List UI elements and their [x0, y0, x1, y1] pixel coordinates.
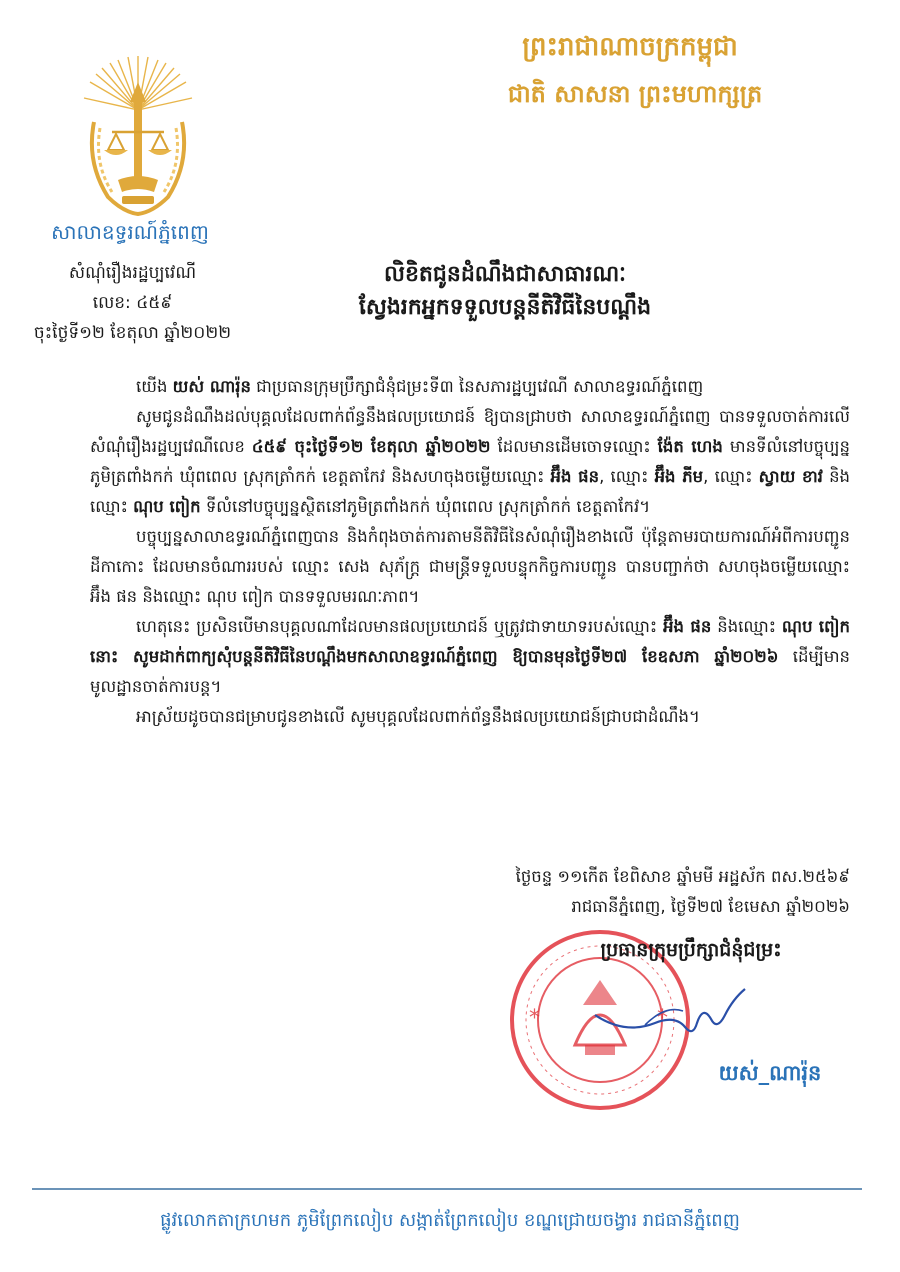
- title-line-2: ស្វែងរកអ្នកទទួលបន្តនីតិវិធីនៃបណ្តឹង: [358, 295, 652, 320]
- text: និងឈ្មោះ: [711, 617, 782, 636]
- court-name: សាលាឧទ្ធរណ៍ភ្នំពេញ: [51, 220, 209, 244]
- document-title: [330, 258, 680, 324]
- text: ជាប្រធានក្រុមប្រឹក្សាជំនុំជម្រះទី៣ នៃសភារដ្ឋប្បវេណី សាលាឧទ្ធរណ៍ភ្នំពេញ: [250, 377, 704, 396]
- svg-text:*: *: [657, 1006, 668, 1031]
- paragraph-5: អាស្រ័យដូចបានជម្រាបជូនខាងលើ សូមបុគ្គលដែលពាក់ព័ន្ធនឹងផលប្រយោជន៍ជ្រាបជាដំណឹង។: [136, 707, 700, 726]
- solar-date: រាជធានីភ្នំពេញ, ថ្ងៃទី២៧ ខែមេសា ឆ្នាំ២០២៦: [571, 897, 850, 916]
- case-ref: ៤៥៩ ចុះថ្ងៃទី១២ ខែតុលា ឆ្នាំ២០២២: [251, 437, 491, 456]
- deceased-name: អ៊ឹង ផន: [663, 617, 712, 636]
- text: សូមជូនដំណឹងដល់បុគ្គលដែលពាក់ព័ន្ធនឹងផលប្រយោជន៍ ឱ្យបានជ្រាបថា សាលាឧទ្ធរណ៍ភ្នំពេញ បានទទួលចាត់ការលើសំណុំរឿងរដ្ឋប្បវេណីលេខ: [90, 407, 850, 456]
- plaintiff-name: ង៉ែត ហេង: [657, 437, 723, 456]
- footer-address: ផ្លូវលោកតាក្រហមក ភូមិព្រែកលៀប សង្កាត់ព្រែកលៀប ខណ្ឌជ្រោយចង្វារ រាជធានីភ្នំពេញ: [160, 1210, 740, 1231]
- text: និងឈ្មោះ: [90, 467, 851, 516]
- case-type: សំណុំរឿងរដ្ឋប្បវេណី: [68, 263, 197, 283]
- handwritten-signature-icon: [585, 975, 765, 1065]
- case-number: លេខ: ៤៥៩: [92, 293, 173, 313]
- text: ទីលំនៅបច្ចុប្បន្នស្ថិតនៅភូមិត្រពាំងកក់ ឃុំពពេល ស្រុកត្រាំកក់ ខេត្តតាកែវ។: [200, 497, 651, 516]
- text: ហេតុនេះ ប្រសិនបើមានបុគ្គលណាដែលមានផលប្រយោជន៍ ឬត្រូវជាទាយាទរបស់ឈ្មោះ: [136, 617, 664, 636]
- deceased-name: ណុប ពៀក: [781, 617, 851, 636]
- paragraph-4: [90, 612, 850, 702]
- judge-name: យស់ ណារ៉ុន: [172, 377, 251, 396]
- date-block: [420, 862, 850, 922]
- title-line-1: លិខិតជូនដំណឹងជាសាធារណៈ: [384, 262, 626, 287]
- defendant-name: ស្វាយ ខាវ: [758, 467, 823, 486]
- defendant-name: ណុប ពៀក: [133, 497, 201, 516]
- signer-title: ប្រធានក្រុមប្រឹក្សាជំនុំជម្រះ: [600, 939, 782, 961]
- svg-text:*: *: [529, 1006, 540, 1031]
- text: មានទីលំនៅបច្ចុប្បន្នភូមិត្រពាំងកក់ ឃុំពពេល ស្រុកត្រាំកក់ ខេត្តតាកែវ និងសហចុងចម្លើយឈ្មោះ: [90, 437, 851, 486]
- text: ដើម្បីមានមូលដ្ឋានចាត់ការបន្ត។: [90, 647, 851, 696]
- text: ដែលមានដើមចោទឈ្មោះ: [490, 437, 658, 456]
- text: យើង: [136, 377, 173, 396]
- signer-name: យស់_ណារ៉ុន: [718, 1061, 822, 1085]
- case-date: ចុះថ្ងៃទី១២ ខែតុលា ឆ្នាំ២០២២: [33, 323, 232, 343]
- court-emblem-icon: [78, 52, 198, 222]
- letter-body: [90, 372, 850, 732]
- case-meta: [20, 258, 245, 348]
- defendant-name: អ៊ឹង ភីម: [654, 467, 704, 486]
- defendant-name: អ៊ឹង ផន: [550, 467, 600, 486]
- paragraph-3: បច្ចុប្បន្នសាលាឧទ្ធរណ៍ភ្នំពេញបាន និងកំពុងចាត់ការតាមនីតិវិធីនៃសំណុំរឿងខាងលើ ប៉ុន្តែតាមរបាយការណ៍អំពីការបញ្ជូនដីកាកោះ ដែលមានចំណាររបស់ ឈ្មោះ សេង សុភ័ក្ត្រ ជាមន្ត្រីទទួលបន្ទុកកិច្ចការបញ្ជូន បានបញ្ជាក់ថា សហចុងចម្លើយឈ្មោះ អ៊ឹង ផន និងឈ្មោះ ណុប ពៀក បានទទួលមរណៈភាព។: [90, 527, 850, 606]
- paragraph-1: [90, 372, 850, 402]
- national-motto: ជាតិ សាសនា ព្រះមហាក្សត្រ: [507, 80, 763, 108]
- text: , ឈ្មោះ: [703, 467, 759, 486]
- text: , ឈ្មោះ: [599, 467, 655, 486]
- footer-divider: [32, 1188, 862, 1190]
- kingdom-title: ព្រះរាជាណាចក្រកម្ពុជា: [522, 32, 738, 62]
- paragraph-2: [90, 402, 850, 522]
- deadline-text: នោះ សូមដាក់ពាក្យសុំបន្តនីតិវិធីនៃបណ្តឹងមកសាលាឧទ្ធរណ៍ភ្នំពេញ ឱ្យបានមុនថ្ងៃទី២៧ ខែឧសភា ឆ្នាំ២០២៦: [90, 647, 779, 666]
- lunar-date: ថ្ងៃចន្ទ ១១កើត ខែពិសាខ ឆ្នាំមមី អដ្ឋស័ក ពស.២៥៦៩: [515, 867, 850, 886]
